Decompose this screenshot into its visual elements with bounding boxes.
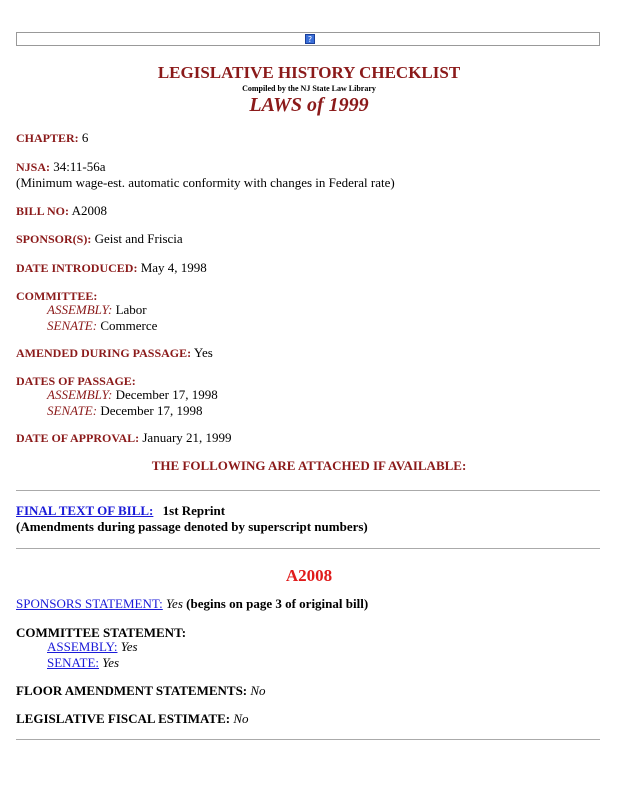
passage-senate-label: SENATE: (47, 403, 98, 418)
sponsors-statement-note: (begins on page 3 of original bill) (186, 596, 369, 611)
final-text-value: 1st Reprint (162, 503, 226, 518)
floor-amendment-value: No (250, 683, 266, 698)
final-text-link[interactable]: FINAL TEXT OF BILL: (16, 503, 154, 518)
amendments-note: (Amendments during passage denoted by superscript numbers) (16, 519, 368, 534)
passage-label: DATES OF PASSAGE: (16, 374, 136, 388)
committee-statement-assembly-row (47, 639, 138, 655)
committee-assembly-label: ASSEMBLY: (47, 302, 113, 317)
bill-label: BILL NO: (16, 204, 70, 218)
intro-value: May 4, 1998 (140, 260, 207, 275)
committee-assembly-value: Labor (115, 302, 147, 317)
committee-senate-row (47, 318, 157, 334)
approval-value: January 21, 1999 (142, 430, 232, 445)
sponsors-statement-link[interactable]: SPONSORS STATEMENT: (16, 596, 163, 611)
committee-statement-assembly-link[interactable]: ASSEMBLY: (47, 639, 118, 654)
divider (16, 548, 600, 549)
bill-heading: A2008 (285, 566, 333, 585)
help-icon[interactable]: ? (305, 34, 315, 44)
passage-senate-row (47, 403, 203, 419)
bill-value: A2008 (71, 203, 107, 218)
intro-label: DATE INTRODUCED: (16, 261, 138, 275)
divider (16, 490, 600, 491)
amended-row (16, 345, 213, 361)
committee-statement-assembly-value: Yes (120, 639, 138, 654)
njsa-description: (Minimum wage-est. automatic conformity with changes in Federal rate) (16, 175, 395, 190)
committee-assembly-row (47, 302, 147, 318)
sponsors-statement-row (16, 596, 368, 612)
committee-label: COMMITTEE: (16, 289, 98, 303)
attached-heading: THE FOLLOWING ARE ATTACHED IF AVAILABLE: (151, 458, 467, 473)
intro-row (16, 260, 207, 276)
sponsors-statement-value: Yes (166, 596, 183, 611)
sponsor-value: Geist and Friscia (94, 231, 183, 246)
sponsor-row (16, 231, 183, 247)
floor-amendment-row (16, 683, 266, 699)
chapter-label: CHAPTER: (16, 131, 79, 145)
committee-statement-senate-value: Yes (102, 655, 120, 670)
passage-assembly-label: ASSEMBLY: (47, 387, 113, 402)
committee-senate-label: SENATE: (47, 318, 98, 333)
fiscal-estimate-row (16, 711, 249, 727)
amended-value: Yes (193, 345, 213, 360)
njsa-value: 34:11-56a (53, 159, 106, 174)
committee-statement-senate-link[interactable]: SENATE: (47, 655, 99, 670)
passage-assembly-value: December 17, 1998 (115, 387, 218, 402)
fiscal-estimate-value: No (233, 711, 249, 726)
top-frame-bar (16, 32, 600, 46)
passage-assembly-row (47, 387, 218, 403)
fiscal-estimate-label: LEGISLATIVE FISCAL ESTIMATE: (16, 711, 231, 726)
committee-senate-value: Commerce (100, 318, 158, 333)
page-subtitle: Compiled by the NJ State Law Library (242, 84, 376, 93)
approval-row (16, 430, 232, 446)
passage-senate-value: December 17, 1998 (100, 403, 203, 418)
divider (16, 739, 600, 740)
committee-statement-senate-row (47, 655, 119, 671)
amended-label: AMENDED DURING PASSAGE: (16, 346, 192, 360)
sponsor-label: SPONSOR(S): (16, 232, 92, 246)
committee-statement-label: COMMITTEE STATEMENT: (16, 625, 187, 640)
laws-year-heading: LAWS of 1999 (249, 94, 369, 116)
chapter-row (16, 130, 88, 146)
page-title: LEGISLATIVE HISTORY CHECKLIST (157, 63, 461, 82)
final-text-row (16, 503, 225, 519)
chapter-value: 6 (81, 130, 89, 145)
njsa-label: NJSA: (16, 160, 51, 174)
njsa-row (16, 159, 106, 175)
bill-row (16, 203, 107, 219)
floor-amendment-label: FLOOR AMENDMENT STATEMENTS: (16, 683, 248, 698)
approval-label: DATE OF APPROVAL: (16, 431, 140, 445)
